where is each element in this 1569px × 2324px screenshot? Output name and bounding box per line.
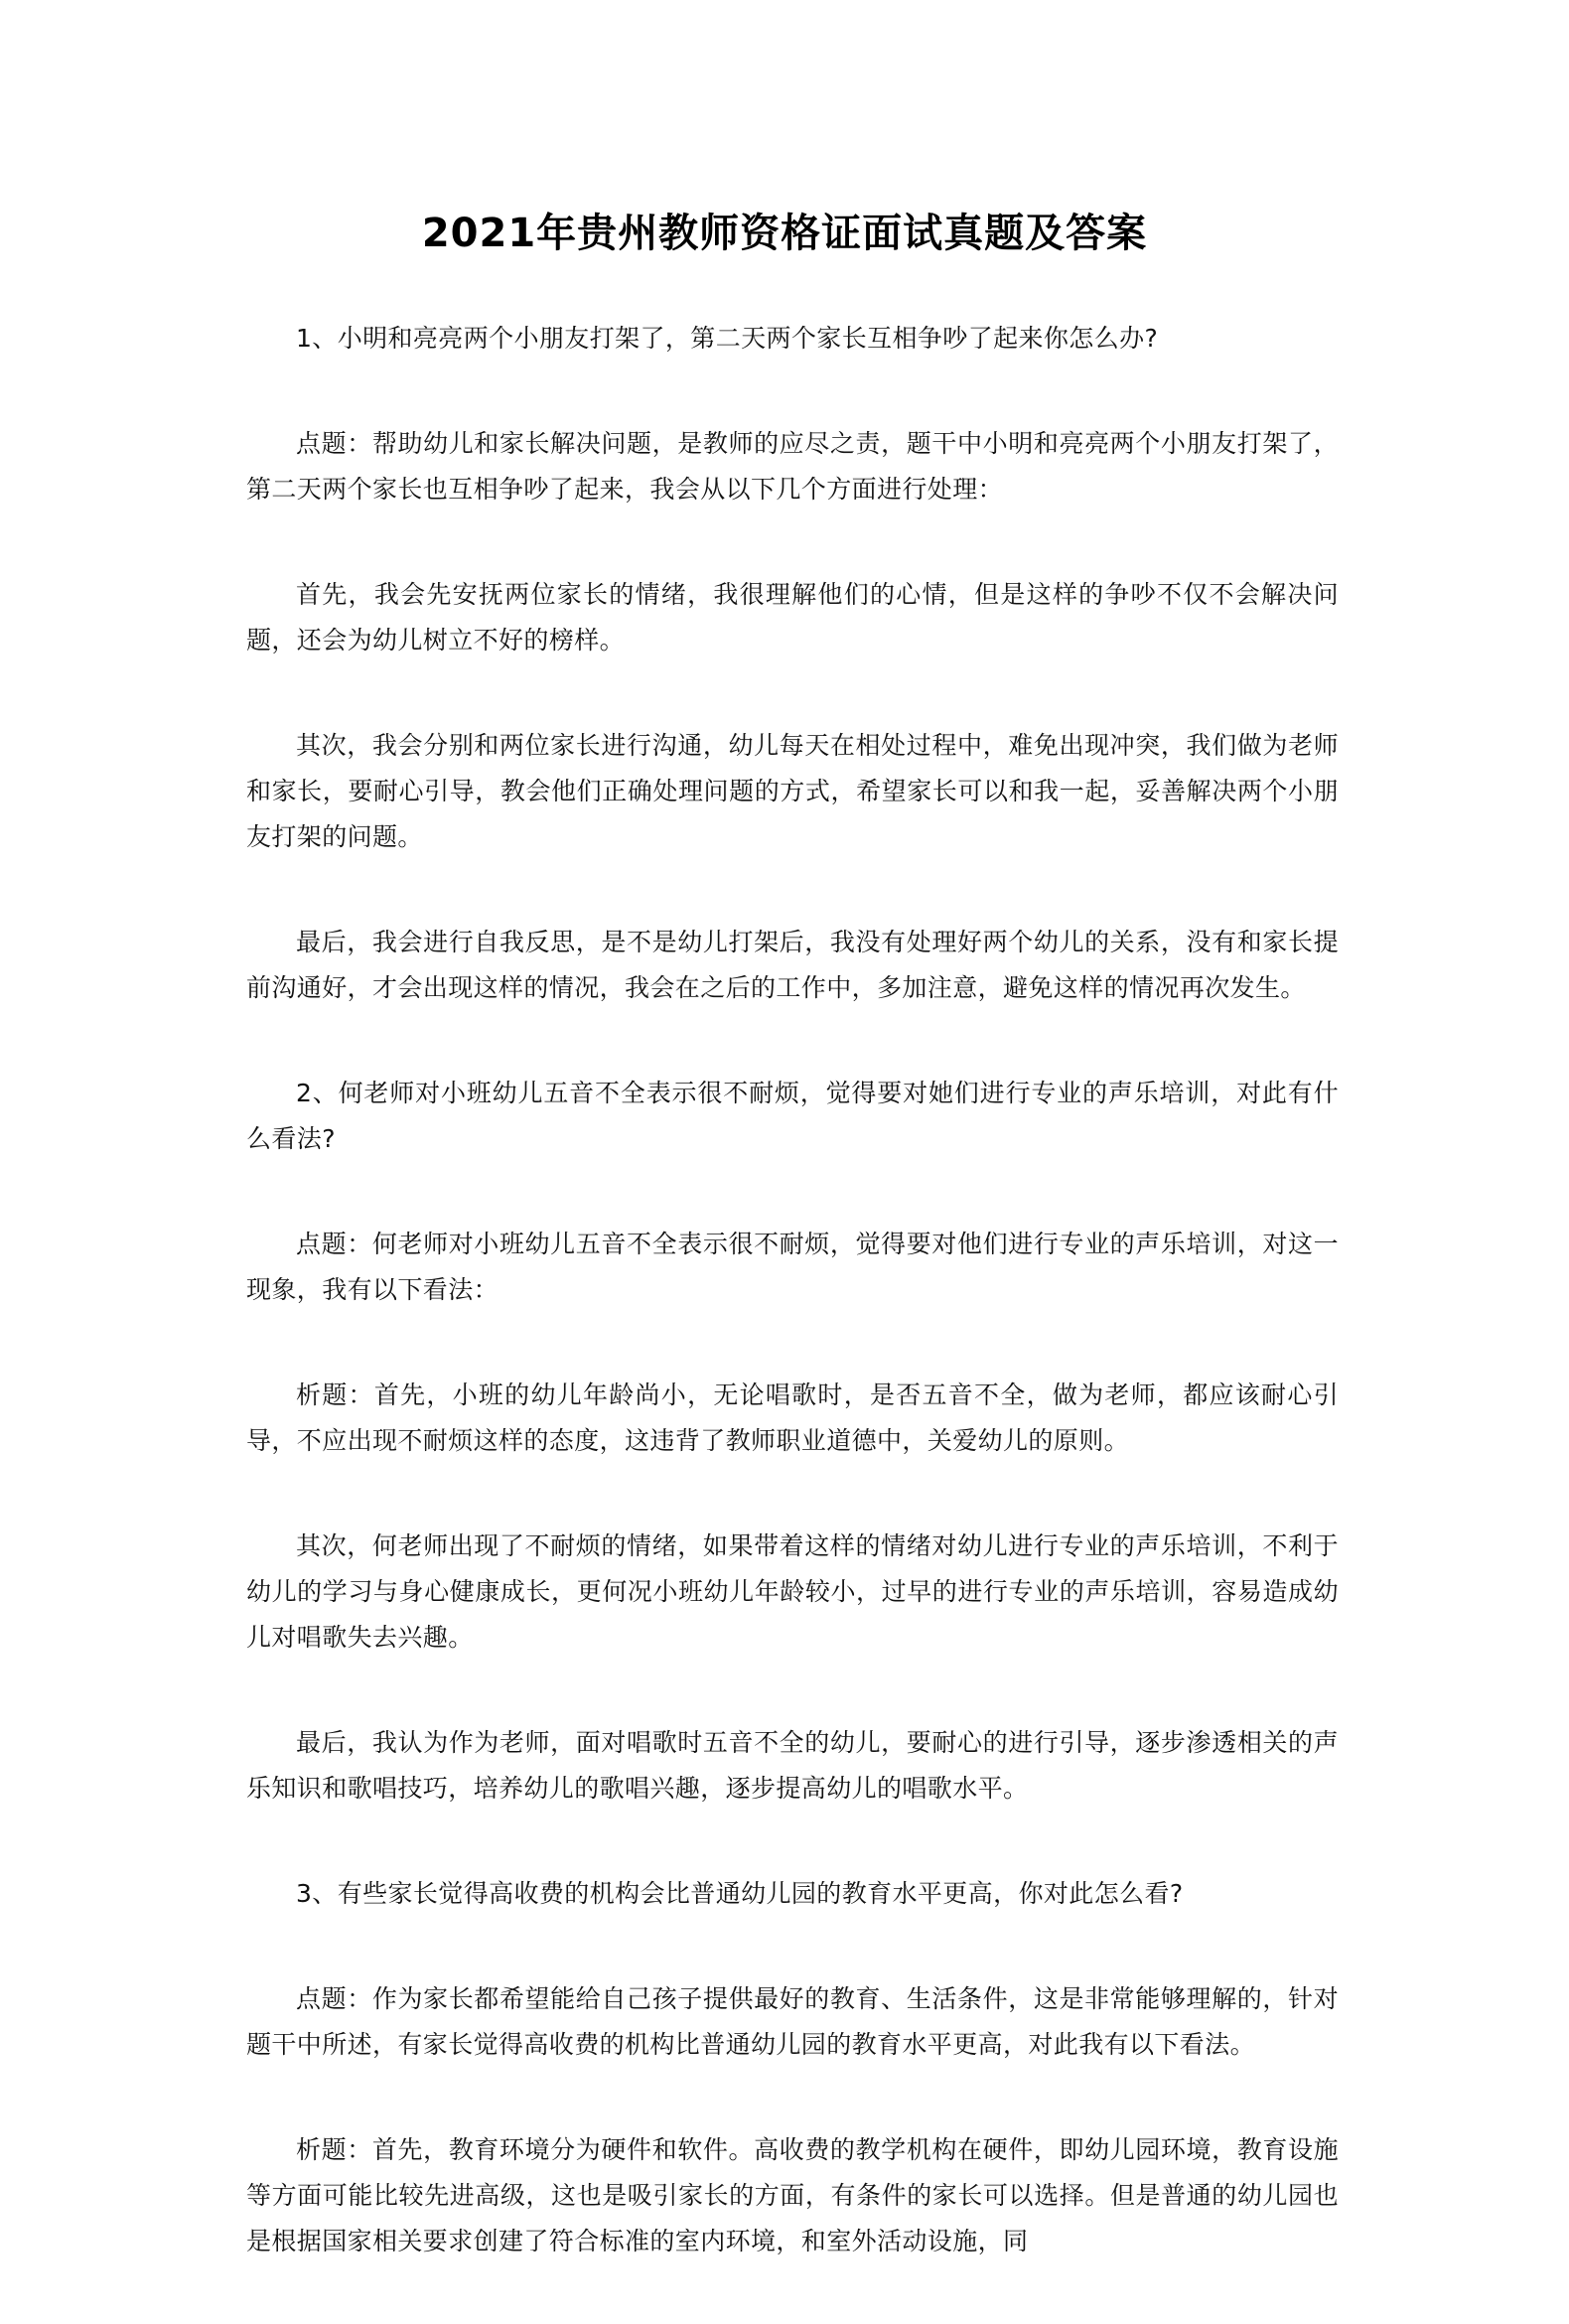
question-3-point: 点题：作为家长都希望能给自己孩子提供最好的教育、生活条件，这是非常能够理解的，针对题干中所述，有家长觉得高收费的机构比普通幼儿园的教育水平更高，对此我有以下看法。 [246,1984,1339,2059]
document-title: 2021年贵州教师资格证面试真题及答案 [421,211,1148,256]
question-2: 2、何老师对小班幼儿五音不全表示很不耐烦，觉得要对她们进行专业的声乐培训，对此有什么看法? [246,1079,1339,1153]
question-3-analysis: 析题：首先，教育环境分为硬件和软件。高收费的教学机构在硬件，即幼儿园环境，教育设施等方面可能比较先进高级，这也是吸引家长的方面，有条件的家长可以选择。但是普通的幼儿园也是根据国家相关要求创建了符合标准的室内环境，和室外活动设施，同 [246,2135,1339,2255]
question-3: 3、有些家长觉得高收费的机构会比普通幼儿园的教育水平更高，你对此怎么看? [296,1879,1184,1908]
question-2-point: 点题：何老师对小班幼儿五音不全表示很不耐烦，觉得要对他们进行专业的声乐培训，对这一现象，我有以下看法： [246,1230,1339,1304]
question-1-point: 点题：帮助幼儿和家长解决问题，是教师的应尽之责，题干中小明和亮亮两个小朋友打架了，第二天两个家长也互相争吵了起来，我会从以下几个方面进行处理： [246,429,1339,504]
question-2-analysis: 析题：首先，小班的幼儿年龄尚小，无论唱歌时，是否五音不全，做为老师，都应该耐心引导，不应出现不耐烦这样的态度，这违背了教师职业道德中，关爱幼儿的原则。 [246,1380,1339,1455]
question-2-second: 其次，何老师出现了不耐烦的情绪，如果带着这样的情绪对幼儿进行专业的声乐培训，不利于幼儿的学习与身心健康成长，更何况小班幼儿年龄较小，过早的进行专业的声乐培训，容易造成幼儿对唱歌失去兴趣。 [246,1531,1339,1652]
question-1-second: 其次，我会分别和两位家长进行沟通，幼儿每天在相处过程中，难免出现冲突，我们做为老师和家长，要耐心引导，教会他们正确处理问题的方式，希望家长可以和我一起，妥善解决两个小朋友打架的问题。 [246,731,1339,851]
question-2-last: 最后，我认为作为老师，面对唱歌时五音不全的幼儿，要耐心的进行引导，逐步渗透相关的声乐知识和歌唱技巧，培养幼儿的歌唱兴趣，逐步提高幼儿的唱歌水平。 [246,1728,1339,1803]
question-1: 1、小明和亮亮两个小朋友打架了，第二天两个家长互相争吵了起来你怎么办? [296,324,1159,353]
question-1-first: 首先，我会先安抚两位家长的情绪，我很理解他们的心情，但是这样的争吵不仅不会解决问题，还会为幼儿树立不好的榜样。 [246,580,1339,654]
document-body [246,316,1339,2324]
question-1-last: 最后，我会进行自我反思，是不是幼儿打架后，我没有处理好两个幼儿的关系，没有和家长提前沟通好，才会出现这样的情况，我会在之后的工作中，多加注意，避免这样的情况再次发生。 [246,928,1339,1002]
